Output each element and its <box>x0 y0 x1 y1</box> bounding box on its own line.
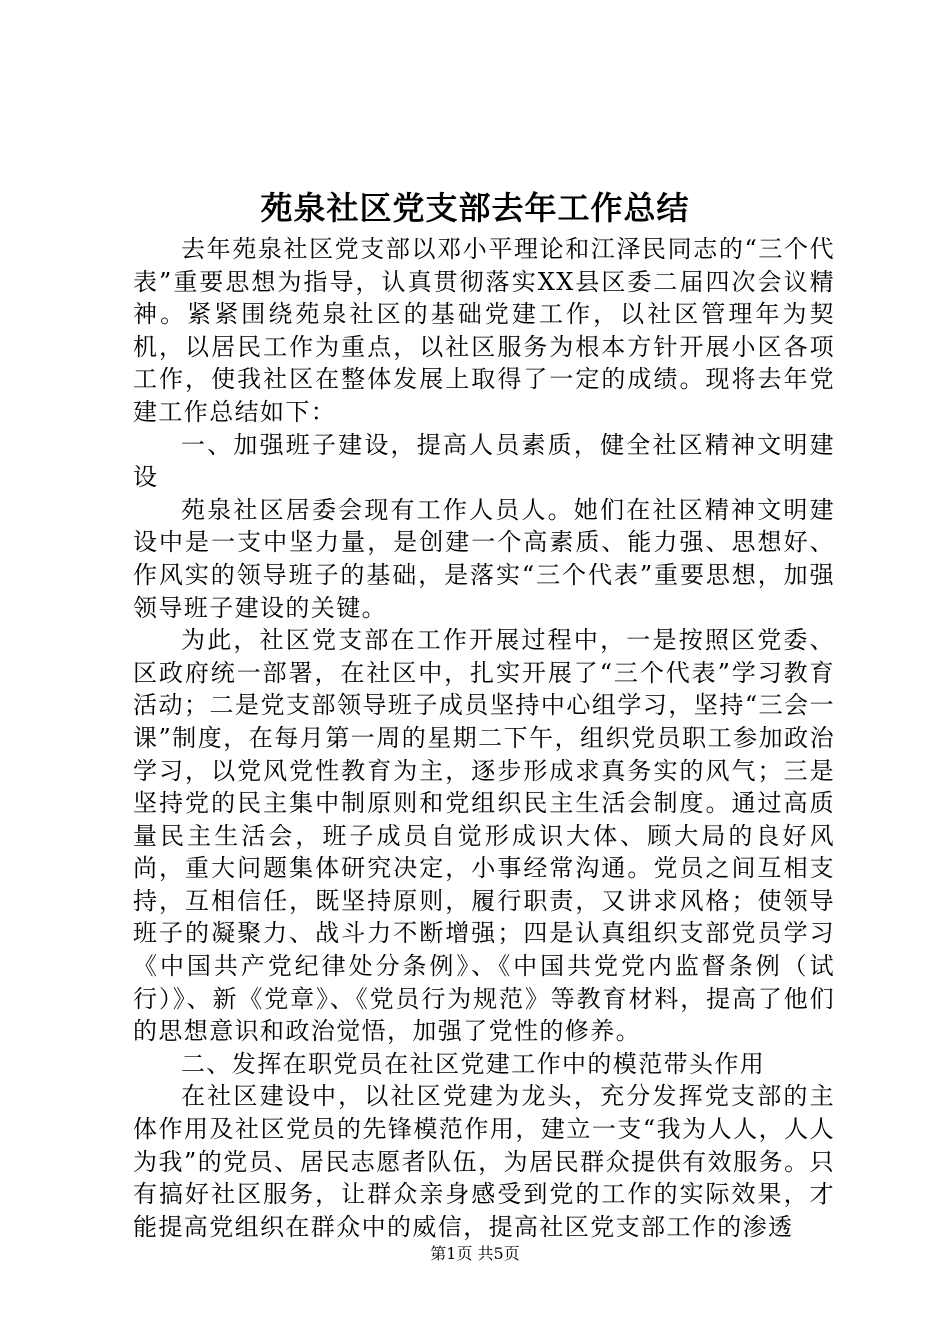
body-paragraph: 为此，社区党支部在工作开展过程中，一是按照区党委、区政府统一部署，在社区中，扎实开展了“三个代表”学习教育活动；二是党支部领导班子成员坚持中心组学习，坚持“三会一课”制度，在每月第一周的星期二下午，组织党员职工参加政治学习，以党风党性教育为主，逐步形成求真务实的风气；三是坚持党的民主集中制原则和党组织民主生活会制度。通过高质量民主生活会，班子成员自觉形成识大体、顾大局的良好风尚，重大问题集体研究决定，小事经常沟通。党员之间互相支持，互相信任，既坚持原则，履行职责，又讲求风格；使领导班子的凝聚力、战斗力不断增强；四是认真组织支部党员学习《中国共产党纪律处分条例》、《中国共党党内监督条例（试行）》、新《党章》、《党员行为规范》等教育材料，提高了他们的思想意识和政治觉悟，加强了党性的修养。 <box>133 626 835 1046</box>
body-paragraph: 苑泉社区居委会现有工作人员人。她们在社区精神文明建设中是一支中坚力量，是创建一个高素质、能力强、思想好、作风实的领导班子的基础，是落实“三个代表”重要思想，加强领导班子建设的关键。 <box>133 495 835 622</box>
page-footer: 第1页 共5页 <box>430 1244 520 1263</box>
body-paragraph: 在社区建设中，以社区党建为龙头，充分发挥党支部的主体作用及社区党员的先锋模范作用，建立一支“我为人人，人人为我”的党员、居民志愿者队伍，为居民群众提供有效服务。只有搞好社区服务，让群众亲身感受到党的工作的实际效果，才能提高党组织在群众中的威信，提高社区党支部工作的渗透 <box>133 1082 835 1241</box>
document-title: 苑泉社区党支部去年工作总结 <box>260 189 690 227</box>
document-body <box>133 233 835 1243</box>
intro-paragraph: 去年苑泉社区党支部以邓小平理论和江泽民同志的“三个代表”重要思想为指导，认真贯彻落实XX县区委二届四次会议精神。紧紧围绕苑泉社区的基础党建工作，以社区管理年为契机，以居民工作为重点，以社区服务为根本方针开展小区各项工作，使我社区在整体发展上取得了一定的成绩。现将去年党建工作总结如下： <box>133 235 835 426</box>
section-heading-1: 一、加强班子建设，提高人员素质，健全社区精神文明建设 <box>133 430 835 492</box>
section-heading-2: 二、发挥在职党员在社区党建工作中的模范带头作用 <box>181 1049 766 1078</box>
